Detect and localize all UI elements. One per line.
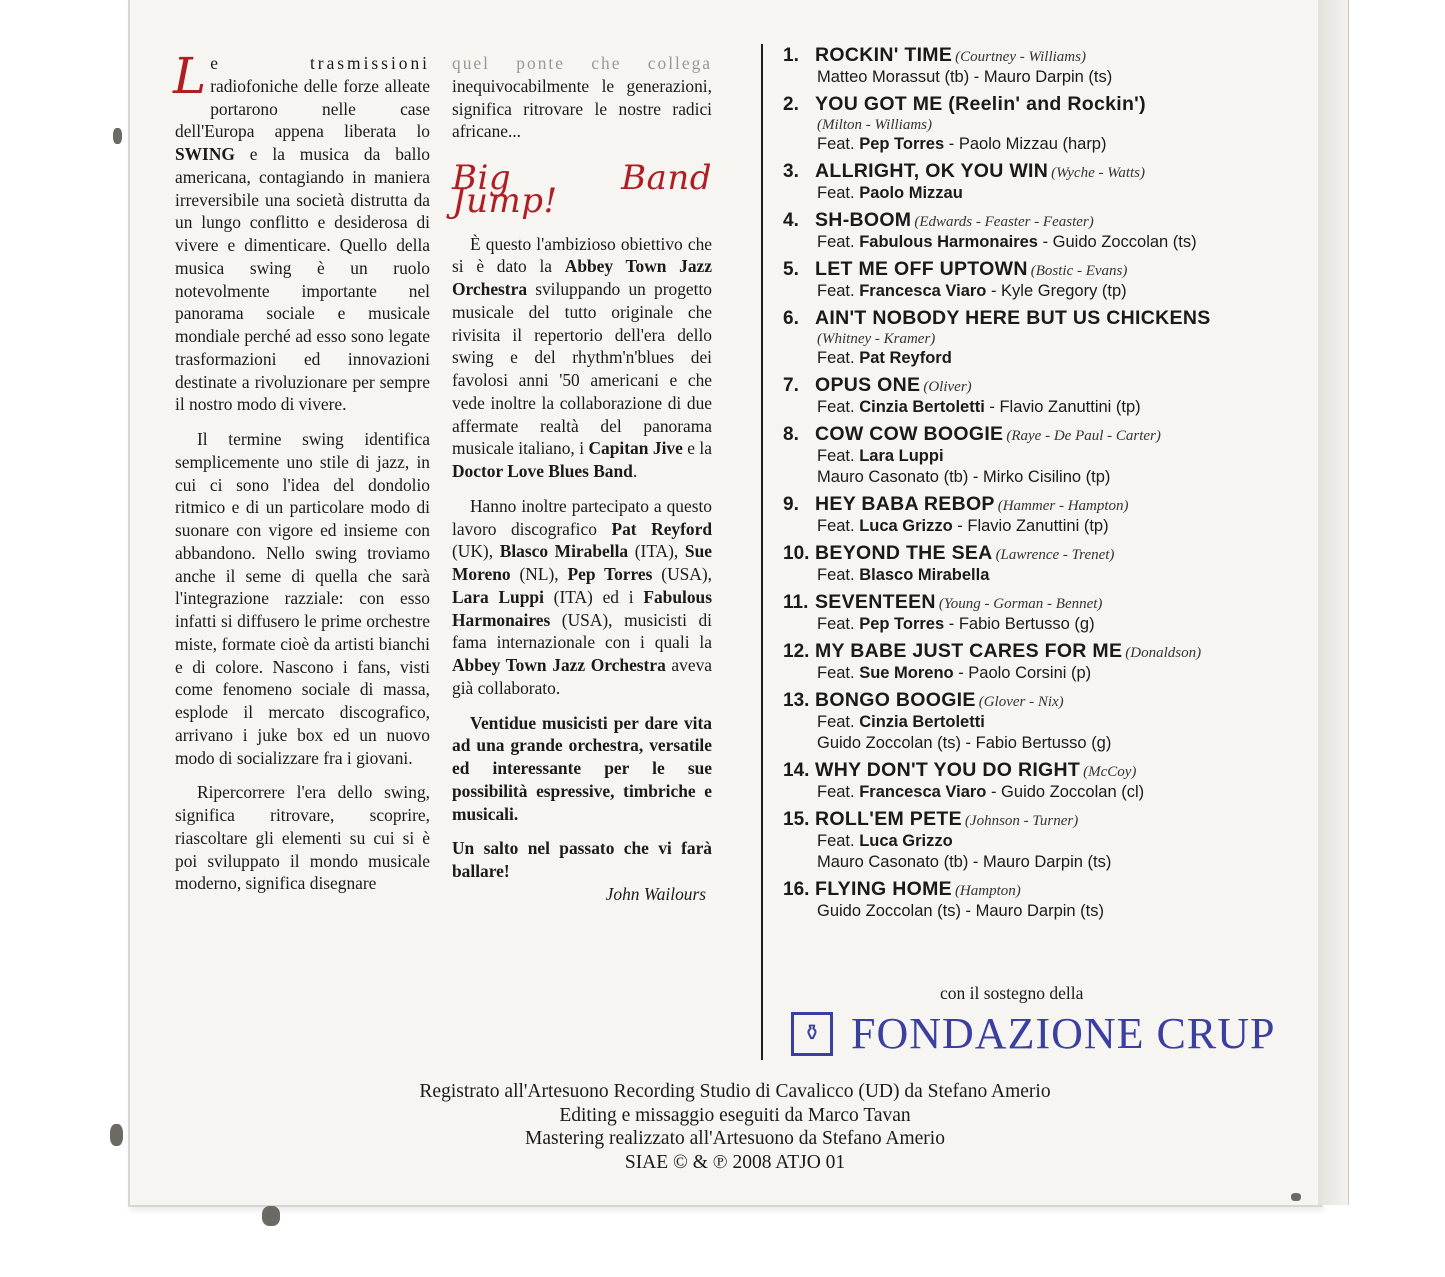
- body-text: (USA),: [652, 564, 712, 584]
- track-heading: [783, 423, 1293, 446]
- track-title: BEYOND THE SEA: [815, 542, 993, 564]
- paragraph-2: Il termine swing identifica semplicemente uno stile di jazz, in cui ci sono l'idea del dondolio ritmico e di un particolare modo di suonare con vigore ed insieme con abbandono. Nello swing troviamo anche il seme di quella che sarà l'integrazione razziale: con esso infatti si diffusero le prime orchestre miste, formate cioè da artisti bianchi e di colore. Nascono i fans, visti come fenomeno sociale di massa, esplode il mercato discografico, arrivano i juke box ed un nuovo modo di socializzare fra i giovani.: [175, 429, 430, 768]
- performer-text: Feat.: [817, 832, 860, 850]
- body-text: (UK),: [452, 541, 500, 562]
- band-name: Abbey Town Jazz Orchestra: [452, 655, 666, 675]
- band-name: Doctor Love Blues Band: [452, 461, 633, 481]
- track-number: 15.: [783, 809, 810, 830]
- track-title: COW COW BOOGIE: [815, 423, 1004, 445]
- performer-text: Feat.: [817, 713, 860, 731]
- intro-column-2: [452, 52, 712, 906]
- performer-text: Feat.: [817, 184, 860, 202]
- support-text: con il sostegno della: [940, 983, 1084, 1003]
- track-heading: [783, 258, 1293, 281]
- track-title: ALLRIGHT, OK YOU WIN: [815, 160, 1049, 182]
- track-item: [783, 258, 1293, 302]
- track-performers: [783, 348, 1293, 369]
- performer-text: - Kyle Gregory (tp): [986, 282, 1127, 300]
- body-text: e la musica da ballo americana, contagiando in maniera irreversibile una società distrutta da un lungo conflitto e desiderosa di vivere e dimenticare. Quello della musica swing è un ruolo notevolmente importante nel panorama sociale e musicale mondiale perché ad esso sono legate trasformazioni ed innovazioni destinate a rivoluzionare per sempre il nostro modo di vivere.: [175, 144, 430, 415]
- track-title: WHY DON'T YOU DO RIGHT: [815, 759, 1081, 781]
- track-heading: [783, 493, 1293, 516]
- body-text: (ITA),: [628, 541, 685, 562]
- track-number: 4.: [783, 210, 799, 231]
- track-composers: (Wyche - Watts): [1051, 165, 1146, 181]
- track-title: FLYING HOME: [815, 878, 952, 900]
- featured-artist: Blasco Mirabella: [859, 566, 990, 584]
- performer-text: Feat.: [817, 135, 860, 153]
- track-performers: [783, 901, 1293, 922]
- track-composers: (Hammer - Hampton): [997, 498, 1129, 514]
- track-number: 2.: [783, 94, 799, 115]
- performer-text: Feat.: [817, 517, 860, 535]
- featured-artist: Lara Luppi: [859, 447, 944, 465]
- performer-text: - Flavio Zanuttini (tp): [952, 517, 1109, 535]
- paragraph-musicians: Ventidue musicisti per dare vita ad una grande orchestra, versatile ed interessante per le sue possibilità espressive, timbriche e musicali.: [452, 712, 712, 824]
- featured-artist: Cinzia Bertoletti: [859, 398, 985, 416]
- track-number: 10.: [783, 543, 810, 564]
- track-performers: [783, 831, 1293, 852]
- track-performers: [783, 397, 1293, 418]
- band-name: Capitan Jive: [588, 438, 683, 459]
- track-number: 1.: [783, 45, 799, 66]
- track-item: [783, 93, 1293, 155]
- track-number: 5.: [783, 259, 799, 280]
- track-item: [783, 878, 1293, 922]
- credit-line: SIAE © & ℗ 2008 ATJO 01: [624, 1151, 846, 1173]
- performer-text: Feat.: [817, 566, 860, 584]
- credit-line: Mastering realizzato all'Artesuono da Stefano Amerio: [525, 1128, 945, 1149]
- track-composers: (Whitney - Kramer): [817, 331, 936, 347]
- track-item: [783, 640, 1293, 684]
- track-item: [783, 209, 1293, 253]
- track-number: 7.: [783, 375, 799, 396]
- track-item: [783, 423, 1293, 488]
- body-text: (NL),: [510, 564, 568, 584]
- track-heading: [783, 878, 1293, 901]
- scuff-mark: [113, 128, 122, 144]
- scuff-mark: [110, 1124, 123, 1146]
- featured-artist: Fabulous Harmonaires: [859, 233, 1038, 251]
- track-item: [783, 591, 1293, 635]
- track-composers: (Oliver): [923, 379, 972, 395]
- track-title: HEY BABA REBOP: [815, 493, 995, 515]
- track-number: 12.: [783, 641, 810, 662]
- track-number: 16.: [783, 879, 810, 900]
- featured-artist: Paolo Mizzau: [859, 184, 963, 202]
- performer-text: Feat.: [817, 282, 860, 300]
- track-title: SEVENTEEN: [815, 591, 936, 613]
- performer-text: Feat.: [817, 233, 860, 251]
- track-item: [783, 808, 1293, 873]
- paragraph-3: Ripercorrere l'era dello swing, significa ritrovare, scoprire, riascoltare gli elementi su cui si è poi sviluppato il mondo musicale moderno, significa disegnare: [175, 782, 430, 894]
- performer-text: Feat.: [817, 447, 860, 465]
- performer-text: Guido Zoccolan (ts) - Mauro Darpin (ts): [817, 902, 1105, 920]
- track-item: [783, 307, 1293, 369]
- featured-artist: Pep Torres: [859, 615, 945, 633]
- scuff-mark: [1291, 1193, 1301, 1201]
- track-heading: [783, 808, 1293, 831]
- performer-text: - Guido Zoccolan (cl): [986, 783, 1145, 801]
- paragraph-closing: Un salto nel passato che vi farà ballare!: [452, 838, 712, 881]
- featured-artist: Pat Reyford: [859, 349, 952, 367]
- featured-artist: Luca Grizzo: [859, 832, 953, 850]
- track-item: [783, 160, 1293, 204]
- track-heading: [783, 591, 1293, 614]
- track-composers: (Edwards - Feaster - Feaster): [914, 214, 1094, 230]
- track-number: 6.: [783, 308, 799, 329]
- recording-credits: [340, 1080, 1130, 1174]
- track-composers: (Donaldson): [1125, 645, 1202, 661]
- track-performers: [783, 446, 1293, 467]
- body-text: radiofoniche delle forze alleate portarono nelle case dell'Europa appena liberata lo: [175, 75, 430, 142]
- body-text: inequivocabilmente le generazioni, significa ritrovare le nostre radici africane...: [452, 75, 712, 142]
- track-number: 13.: [783, 690, 810, 711]
- track-composers: (Glover - Nix): [978, 694, 1064, 710]
- featured-artist: Pep Torres: [859, 135, 945, 153]
- artist-name: Pat Reyford: [611, 518, 712, 539]
- track-heading: [783, 307, 1293, 330]
- track-item: [783, 689, 1293, 754]
- artist-name: Pep Torres: [567, 564, 653, 584]
- featured-artist: Luca Grizzo: [859, 517, 953, 535]
- featured-artist: Sue Moreno: [859, 664, 954, 682]
- column-divider: [761, 44, 763, 1060]
- track-composers: (Johnson - Turner): [964, 813, 1079, 829]
- performer-text: - Paolo Mizzau (harp): [944, 135, 1107, 153]
- track-heading: [783, 44, 1293, 67]
- performer-text: Mauro Casonato (tb) - Mirko Cisilino (tp): [817, 468, 1111, 486]
- track-performers: [783, 134, 1293, 155]
- featured-artist: Cinzia Bertoletti: [859, 713, 985, 731]
- performer-text: - Fabio Bertusso (g): [944, 615, 1095, 633]
- scuff-mark: [262, 1206, 280, 1226]
- track-performers: [783, 782, 1293, 803]
- track-performers: [783, 663, 1293, 684]
- track-performers: [783, 183, 1293, 204]
- track-title: YOU GOT ME (Reelin' and Rockin'): [815, 93, 1146, 115]
- track-number: 8.: [783, 424, 799, 445]
- track-title: LET ME OFF UPTOWN: [815, 258, 1028, 280]
- track-performers: [783, 67, 1293, 88]
- track-heading: [783, 160, 1293, 183]
- band-name: Abbey Town Jazz Orchestra: [452, 256, 712, 299]
- track-heading: [783, 93, 1293, 116]
- artist-name: Fabulous Harmonaires: [452, 586, 712, 630]
- body-text: sviluppando un progetto musicale del tutto originale che rivisita il repertorio dell'era dello swing e del rhythm'n'blues dei favolosi anni '50 americani e che vede inoltre la collaborazione di due affermate realtà del panorama musicale italiano, i: [452, 279, 712, 459]
- performer-text: Feat.: [817, 349, 860, 367]
- track-performers: [783, 232, 1293, 253]
- artist-name: Sue Moreno: [452, 541, 712, 584]
- track-composers: (Hampton): [954, 883, 1021, 899]
- track-item: [783, 759, 1293, 803]
- track-number: 3.: [783, 161, 799, 182]
- track-title: OPUS ONE: [815, 374, 921, 396]
- track-item: [783, 374, 1293, 418]
- lead-text: e trasmissioni: [210, 53, 430, 73]
- track-title: BONGO BOOGIE: [815, 689, 976, 711]
- foundation-name: FONDAZIONE CRUP: [851, 1009, 1276, 1058]
- track-title: ROLL'EM PETE: [815, 808, 962, 830]
- performer-text: Guido Zoccolan (ts) - Fabio Bertusso (g): [817, 734, 1112, 752]
- track-title: SH-BOOM: [815, 209, 912, 231]
- track-performers: [783, 852, 1293, 873]
- track-composers: (Lawrence - Trenet): [995, 547, 1115, 563]
- track-number: 11.: [783, 592, 809, 613]
- track-composers: (Milton - Williams): [817, 117, 932, 133]
- intro-column-1: [173, 47, 430, 895]
- track-heading: [783, 759, 1293, 782]
- faded-text: quel ponte che collega: [452, 53, 712, 73]
- track-item: [783, 44, 1293, 88]
- spine: [1318, 0, 1349, 1205]
- track-title: MY BABE JUST CARES FOR ME: [815, 640, 1123, 662]
- artist-name: Blasco Mirabella: [499, 541, 629, 562]
- body-text: e la: [682, 438, 712, 459]
- swing-emphasis: SWING: [175, 144, 235, 164]
- track-list: [783, 44, 1293, 927]
- track-composers: (McCoy): [1083, 764, 1137, 780]
- track-composers: (Young - Gorman - Bennet): [938, 596, 1103, 612]
- body-text: (USA), musicisti di fama internazionale con i quali la: [452, 609, 712, 653]
- artist-name: Lara Luppi: [452, 586, 544, 607]
- performer-text: Matteo Morassut (tb) - Mauro Darpin (ts): [817, 68, 1113, 86]
- performer-text: Feat.: [817, 398, 860, 416]
- track-number: 9.: [783, 494, 799, 515]
- credit-line: Registrato all'Artesuono Recording Studio di Cavalicco (UD) da Stefano Amerio: [419, 1081, 1051, 1102]
- track-performers: [783, 614, 1293, 635]
- featured-artist: Francesca Viaro: [859, 783, 987, 801]
- performer-text: Feat.: [817, 783, 860, 801]
- track-heading: [783, 209, 1293, 232]
- body-text: (ITA) ed i: [543, 586, 644, 607]
- track-composers: (Raye - De Paul - Carter): [1006, 428, 1161, 444]
- track-performers: [783, 733, 1293, 754]
- track-number: 14.: [783, 760, 810, 781]
- track-performers: [783, 565, 1293, 586]
- track-item: [783, 542, 1293, 586]
- body-text: È questo l'ambizioso obiettivo che si è dato la: [452, 233, 712, 277]
- track-heading: [783, 640, 1293, 663]
- track-performers: [783, 516, 1293, 537]
- performer-text: Mauro Casonato (tb) - Mauro Darpin (ts): [817, 853, 1112, 871]
- track-performers: [783, 712, 1293, 733]
- sponsor-logo: [791, 1008, 1275, 1059]
- track-item: [783, 493, 1293, 537]
- performer-text: - Paolo Corsini (p): [953, 664, 1092, 682]
- body-text: aveva già collaborato.: [452, 655, 712, 698]
- performer-text: - Guido Zoccolan (ts): [1037, 233, 1197, 251]
- body-text: .: [632, 461, 638, 481]
- track-heading: [783, 689, 1293, 712]
- track-heading: [783, 542, 1293, 565]
- track-performers: [783, 281, 1293, 302]
- track-heading: [783, 374, 1293, 397]
- performer-text: Feat.: [817, 615, 860, 633]
- paragraph-project: [452, 233, 712, 483]
- body-text: Hanno inoltre partecipato a questo lavoro discografico: [452, 495, 712, 539]
- track-title: AIN'T NOBODY HERE BUT US CHICKENS: [815, 307, 1211, 329]
- track-title: ROCKIN' TIME: [815, 44, 953, 66]
- section-heading: Big Band Jump!: [452, 158, 712, 221]
- signature: John Wailours: [605, 883, 706, 904]
- paragraph-guests: [452, 495, 712, 700]
- track-composers: (Bostic - Evans): [1030, 263, 1128, 279]
- performer-text: - Flavio Zanuttini (tp): [984, 398, 1141, 416]
- performer-text: Feat.: [817, 664, 860, 682]
- credit-line: Editing e missaggio eseguiti da Marco Tavan: [559, 1104, 911, 1126]
- foundation-emblem-icon: ⚱: [791, 1012, 833, 1056]
- drop-cap: L: [173, 47, 207, 105]
- track-composers: (Courtney - Williams): [955, 49, 1086, 65]
- track-performers: [783, 467, 1293, 488]
- featured-artist: Francesca Viaro: [859, 282, 987, 300]
